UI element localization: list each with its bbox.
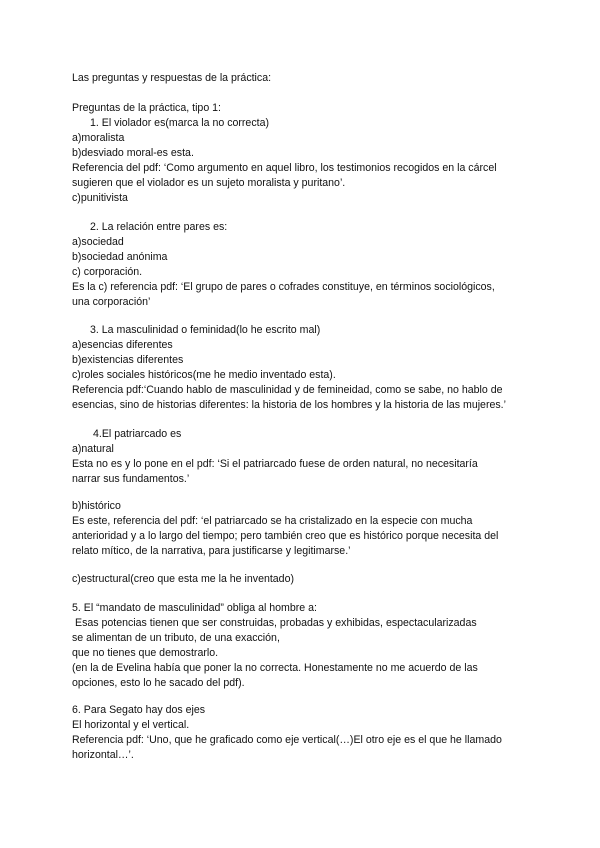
- question-4-option-b-reference-line-2: anterioridad y a lo largo del tiempo; pero también creo que es histórico porque necesita del: [72, 530, 499, 542]
- question-3-reference-line-2: esencias, sino de historias diferentes: la historia de los hombres y la historia de las mujeres.’: [72, 399, 506, 411]
- document-title: Las preguntas y respuestas de la práctica:: [72, 72, 272, 84]
- question-5-line-3: que no tienes que demostrarlo.: [72, 647, 219, 659]
- question-2-option-b: b)sociedad anónima: [72, 251, 168, 263]
- question-6-line-2: Referencia pdf: ‘Uno, que he graficado como eje vertical(…)El otro eje es el que he llamado: [72, 734, 502, 746]
- question-4-option-a-reference-line-2: narrar sus fundamentos.’: [72, 473, 190, 485]
- section-subtitle: Preguntas de la práctica, tipo 1:: [72, 102, 221, 114]
- question-6-heading: 6. Para Segato hay dos ejes: [72, 704, 206, 716]
- question-4-heading: 4.El patriarcado es: [93, 428, 182, 440]
- question-4-option-b-reference-line-1: Es este, referencia del pdf: ‘el patriarcado se ha cristalizado en la especie con mucha: [72, 515, 473, 527]
- question-2-reference-line-1: Es la c) referencia pdf: ‘El grupo de pares o cofrades constituye, en términos sociológicos,: [72, 281, 495, 293]
- question-3-heading: 3. La masculinidad o feminidad(lo he escrito mal): [90, 324, 321, 336]
- question-1-reference-line-2: sugieren que el violador es un sujeto moralista y puritano’.: [72, 177, 346, 189]
- question-6-line-3: horizontal…’.: [72, 749, 134, 761]
- question-5-line-4: (en la de Evelina había que poner la no correcta. Honestamente no me acuerdo de las: [72, 662, 478, 674]
- question-5-line-1: Esas potencias tienen que ser construidas, probadas y exhibidas, espectacularizadas: [75, 617, 477, 629]
- question-1-reference-line-1: Referencia del pdf: ‘Como argumento en aquel libro, los testimonios recogidos en la cárcel: [72, 162, 497, 174]
- question-4-option-a-reference-line-1: Esta no es y lo pone en el pdf: ‘Si el patriarcado fuese de orden natural, no necesitaría: [72, 458, 478, 470]
- question-3-option-c: c)roles sociales históricos(me he medio inventado esta).: [72, 369, 336, 381]
- question-1-option-a: a)moralista: [72, 132, 125, 144]
- question-3-option-b: b)existencias diferentes: [72, 354, 184, 366]
- question-4-option-a: a)natural: [72, 443, 114, 455]
- question-1-option-c: c)punitivista: [72, 192, 128, 204]
- question-1-option-b: b)desviado moral-es esta.: [72, 147, 194, 159]
- question-5-heading: 5. El “mandato de masculinidad” obliga al hombre a:: [72, 602, 317, 614]
- question-4-option-c: c)estructural(creo que esta me la he inventado): [72, 573, 294, 585]
- question-2-option-c: c) corporación.: [72, 266, 143, 278]
- question-5-line-2: se alimentan de un tributo, de una exacción,: [72, 632, 280, 644]
- question-4-option-b: b)histórico: [72, 500, 121, 512]
- question-2-heading: 2. La relación entre pares es:: [90, 221, 228, 233]
- question-2-reference-line-2: una corporación’: [72, 296, 151, 308]
- question-6-line-1: El horizontal y el vertical.: [72, 719, 190, 731]
- question-1-heading: 1. El violador es(marca la no correcta): [90, 117, 269, 129]
- question-3-option-a: a)esencias diferentes: [72, 339, 173, 351]
- question-3-reference-line-1: Referencia pdf:‘Cuando hablo de masculinidad y de femineidad, como se sabe, no hablo de: [72, 384, 503, 396]
- question-5-line-5: opciones, esto lo he sacado del pdf).: [72, 677, 245, 689]
- question-2-option-a: a)sociedad: [72, 236, 124, 248]
- question-4-option-b-reference-line-3: relato mítico, de la narrativa, para justificarse y legitimarse.’: [72, 545, 351, 557]
